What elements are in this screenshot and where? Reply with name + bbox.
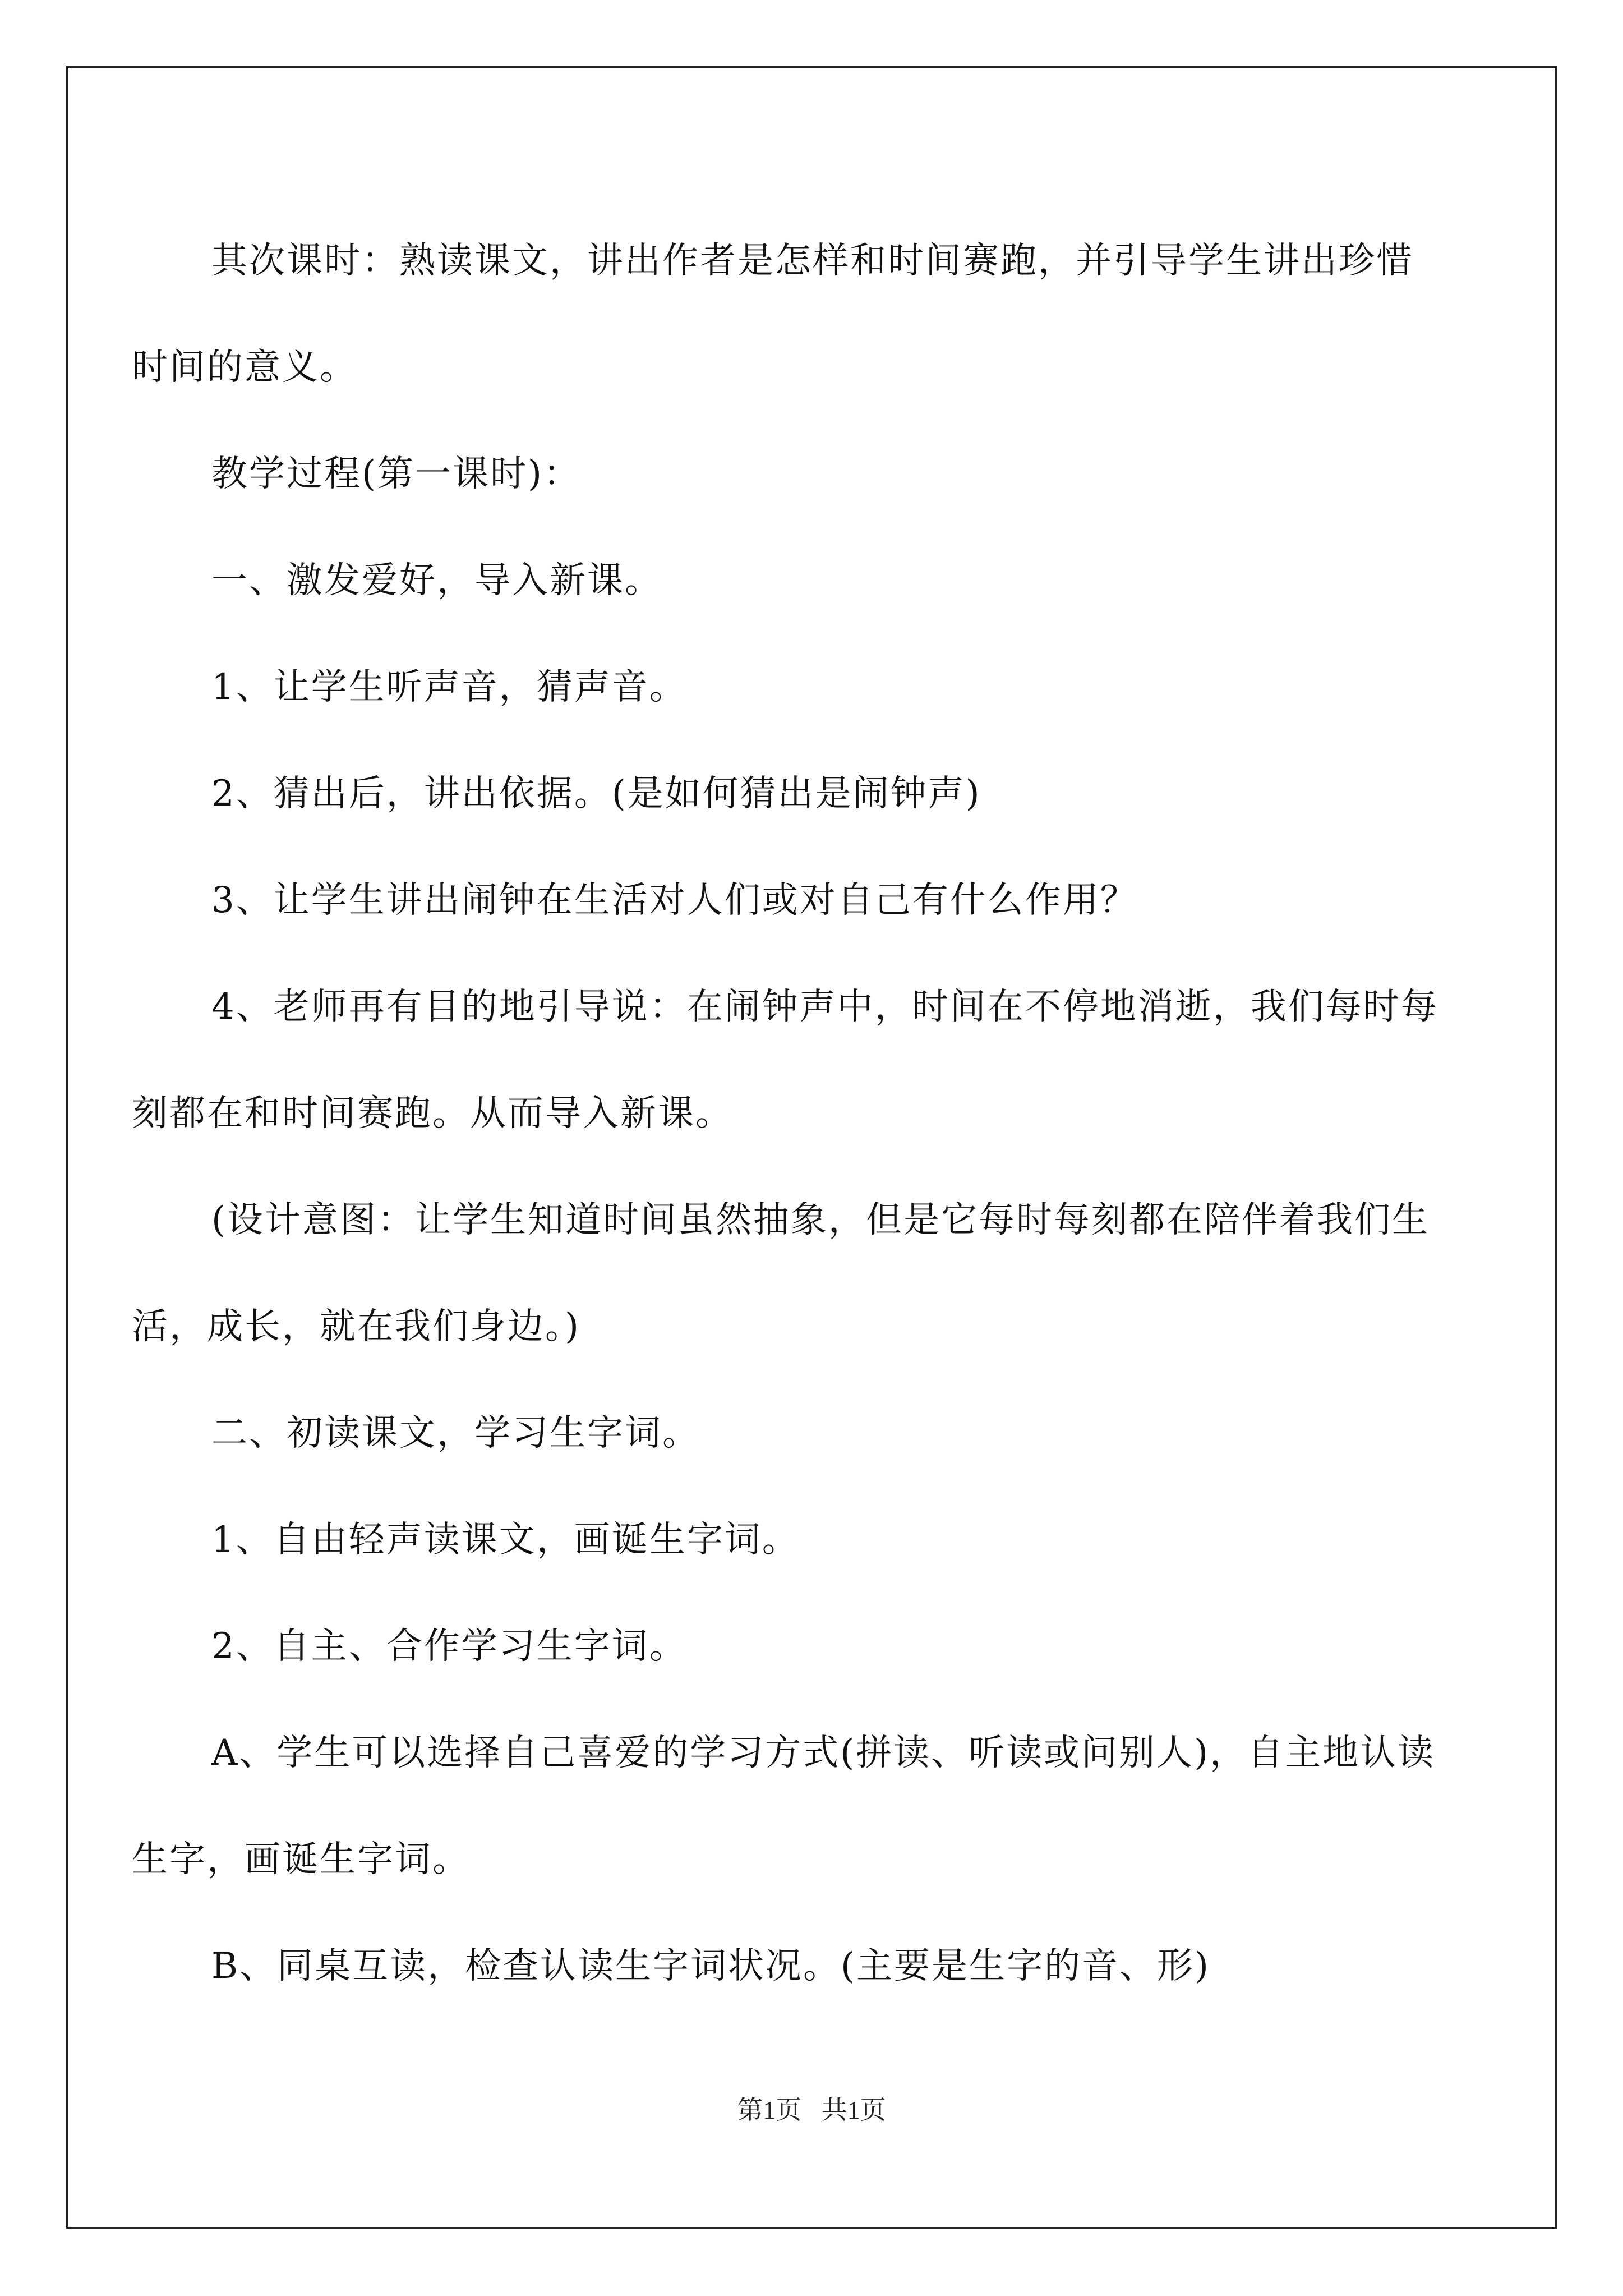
paragraph: 教学过程(第一课时)： (211, 453, 581, 495)
paragraph: 1、自由轻声读课文，画诞生字词。 (211, 1519, 800, 1561)
paragraph: (设计意图：让学生知道时间虽然抽象，但是它每时每刻都在陪伴着我们生活，成长，就在我们身边。) (132, 1199, 1430, 1347)
paragraph: 3、让学生讲出闹钟在生活对人们或对自己有什么作用？ (211, 880, 1138, 921)
paragraph: 2、自主、合作学习生字词。 (211, 1626, 687, 1667)
paragraph: 二、初读课文，学习生字词。 (211, 1412, 700, 1454)
page-total: 共1页 (821, 2096, 886, 2124)
paragraph: B、同桌互读，检查认读生字词状况。(主要是生字的音、形) (211, 1945, 1210, 1987)
paragraph: A、学生可以选择自己喜爱的学习方式(拼读、听读或问别人)，自主地认读生字，画诞生字词。 (132, 1732, 1436, 1880)
paragraph: 其次课时：熟读课文，讲出作者是怎样和时间赛跑，并引导学生讲出珍惜时间的意义。 (132, 240, 1414, 388)
page-number: 第1页 (737, 2096, 802, 2124)
paragraph: 2、猜出后，讲出依据。(是如何猜出是闹钟声) (211, 773, 981, 815)
page-footer (0, 2090, 1623, 2127)
paragraph: 1、让学生听声音，猜声音。 (211, 666, 687, 708)
paragraph: 一、激发爱好，导入新课。 (211, 560, 662, 601)
paragraph: 4、老师再有目的地引导说：在闹钟声中，时间在不停地消逝，我们每时每刻都在和时间赛跑。从而导入新课。 (132, 986, 1438, 1134)
